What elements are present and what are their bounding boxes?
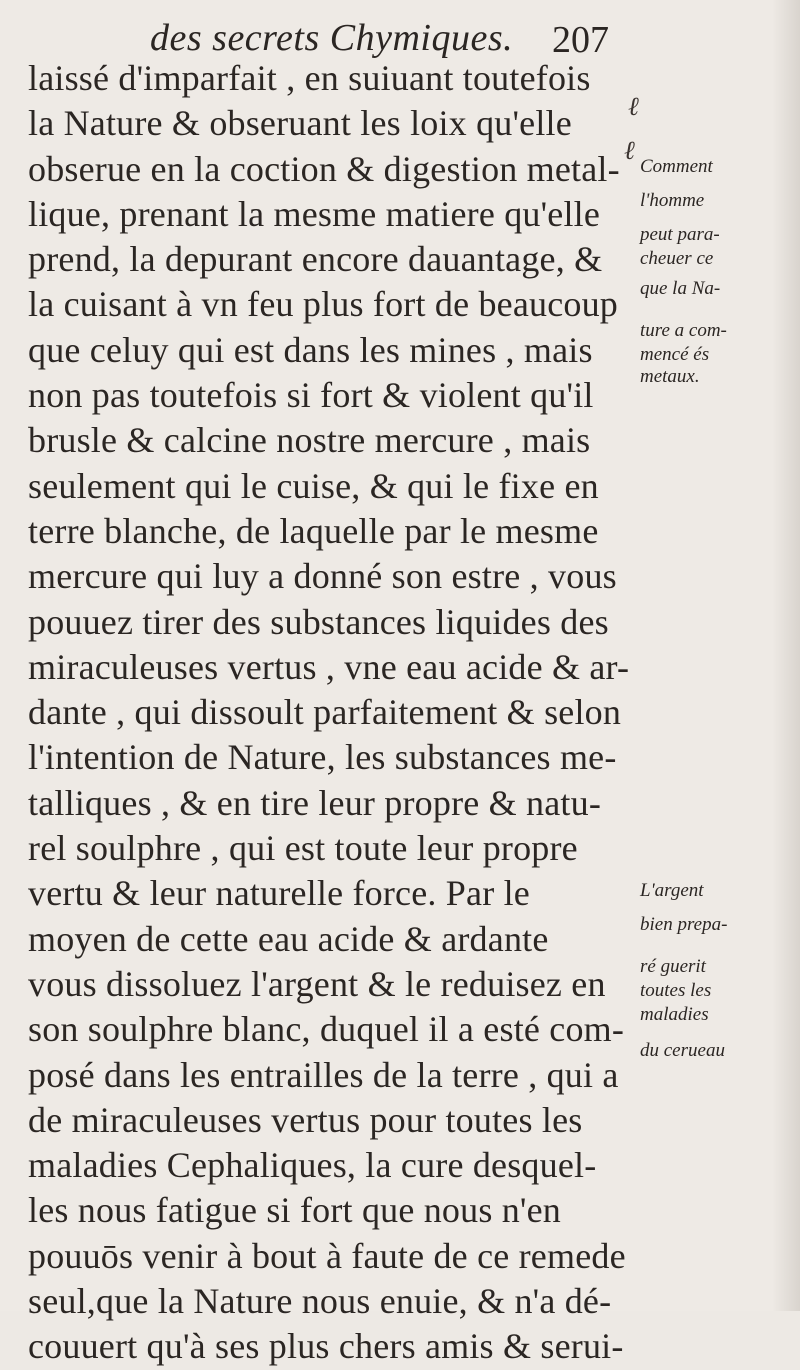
page-number: 207 (552, 19, 609, 61)
margin-note-line: mencé és (640, 344, 710, 365)
text-line: moyen de cette eau acide & ardante (28, 918, 549, 959)
text-line: seulement qui le cuise, & qui le fixe en (28, 465, 599, 506)
text-line: les nous fatigue si fort que nous n'en (28, 1190, 561, 1231)
text-line: pouuōs venir à bout à faute de ce remede (28, 1235, 626, 1276)
text-line: laissé d'imparfait , en suiuant toutefois (28, 58, 591, 98)
text-line: dante , qui dissoult parfaitement & selon (28, 692, 622, 733)
stray-mark: ℓ (624, 136, 635, 165)
text-line: non pas toutefois si fort & violent qu'il (28, 375, 594, 416)
text-line: la cuisant à vn feu plus fort de beaucoup (28, 284, 619, 325)
text-line: maladies Cephaliques, la cure desquel- (28, 1145, 597, 1186)
text-line: son soulphre blanc, duquel il a esté com- (28, 1009, 625, 1050)
margin-note-line: l'homme (640, 190, 705, 211)
margin-note-line: peut para- (640, 224, 720, 245)
text-line: rel soulphre , qui est toute leur propre (28, 828, 578, 869)
text-line: terre blanche, de laquelle par le mesme (28, 510, 599, 551)
text-line: vous dissoluez l'argent & le reduisez en (28, 963, 606, 1004)
text-line: lique, prenant la mesme matiere qu'elle (28, 193, 601, 234)
text-line: prend, la depurant encore dauantage, & (28, 239, 603, 280)
running-title: des secrets Chymiques. (150, 17, 514, 59)
text-line: que celuy qui est dans les mines , mais (28, 329, 593, 370)
margin-note-line: ture a com- (640, 320, 727, 341)
margin-note-line: bien prepa- (640, 914, 728, 935)
margin-note-line: cheuer ce (640, 248, 714, 269)
text-line: de miraculeuses vertus pour toutes les (28, 1099, 583, 1140)
text-line: vertu & leur naturelle force. Par le (28, 873, 530, 914)
text-line: couuert qu'à ses plus chers amis & serui- (28, 1326, 624, 1367)
text-line: seul,que la Nature nous enuie, & n'a dé- (28, 1281, 612, 1322)
text-line: obserue en la coction & digestion metal- (28, 148, 620, 189)
text-line: brusle & calcine nostre mercure , mais (28, 420, 591, 461)
margin-note-line: maladies (640, 1004, 709, 1025)
text-line: la Nature & obseruant les loix qu'elle (28, 103, 572, 144)
margin-note-line: du cerueau (640, 1040, 725, 1061)
text-line: miraculeuses vertus , vne eau acide & ar- (28, 646, 630, 687)
stray-mark: ℓ (628, 92, 639, 121)
margin-note-line: toutes les (640, 980, 712, 1001)
spine-shadow (772, 0, 800, 1311)
margin-note-line: metaux. (640, 366, 700, 387)
text-line: l'intention de Nature, les substances me- (28, 737, 617, 778)
margin-note-line: Comment (640, 156, 713, 177)
text-line: pouuez tirer des substances liquides des (28, 601, 609, 642)
text-line: talliques , & en tire leur propre & natu- (28, 782, 602, 823)
body-text (28, 56, 638, 1370)
margin-note-line: que la Na- (640, 278, 721, 299)
text-line: posé dans les entrailles de la terre , qui a (28, 1054, 619, 1095)
margin-note-line: ré guerit (640, 956, 706, 977)
margin-note-line: L'argent (640, 880, 704, 901)
text-line: mercure qui luy a donné son estre , vous (28, 556, 617, 597)
